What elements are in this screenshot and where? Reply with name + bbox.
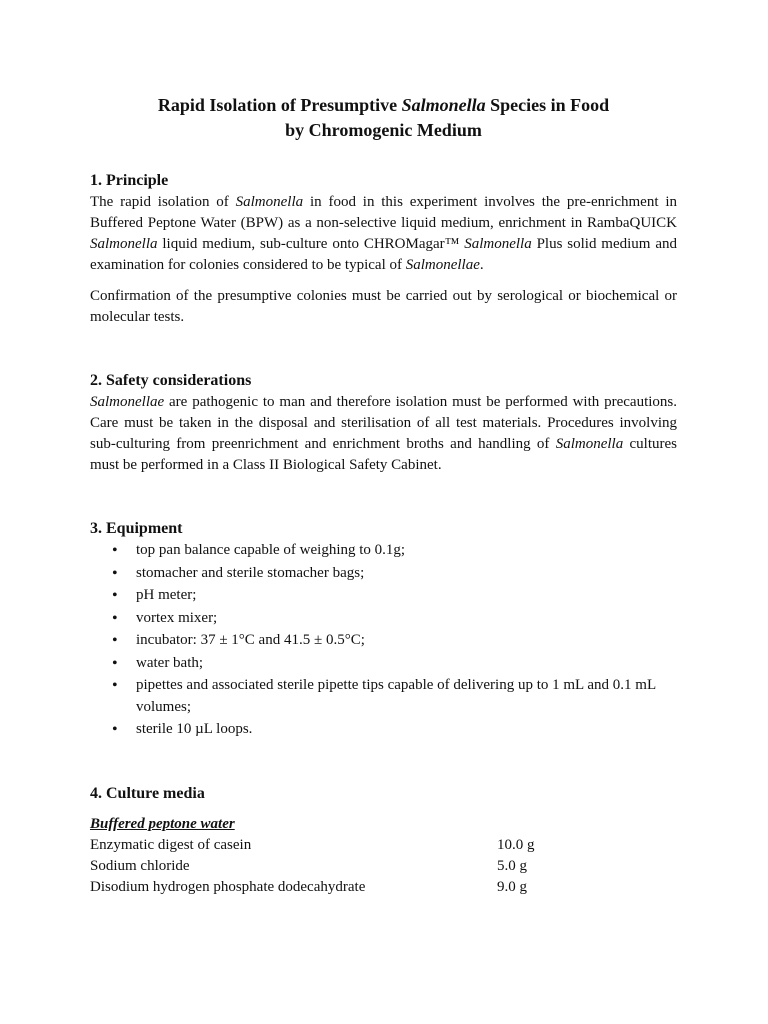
safety-paragraph: Salmonellae are pathogenic to man and therefore isolation must be performed with precautions. Care must be taken in the disposal and sterilisation of all test materials. Procedures involving sub-culturing from preenrichment and enrichment broths and handling of Salmonella cultures must be performed in a Class II Biological Safety Cabinet. <box>90 394 677 473</box>
section-heading-principle: 1. Principle <box>90 172 169 189</box>
list-item: • incubator: 37 ± 1°C and 41.5 ± 0.5°C; <box>90 630 677 652</box>
ingredient-quantity: 9.0 g <box>497 878 527 895</box>
section-culture-media <box>90 783 677 898</box>
section-heading-equipment: 3. Equipment <box>90 520 183 537</box>
list-item: • vortex mixer; <box>90 608 677 630</box>
section-equipment <box>90 518 677 741</box>
ingredient-quantity: 10.0 g <box>497 836 535 853</box>
document-content <box>90 93 677 898</box>
ingredient-name: Sodium chloride <box>90 857 190 874</box>
list-item: • water bath; <box>90 653 677 675</box>
title-line-1: Rapid Isolation of Presumptive Salmonella Species in Food <box>157 95 610 115</box>
table-row <box>90 835 677 856</box>
section-safety <box>90 370 677 476</box>
media-ingredients-table <box>90 835 677 898</box>
section-heading-safety: 2. Safety considerations <box>90 372 252 389</box>
ingredient-name: Disodium hydrogen phosphate dodecahydrate <box>90 878 366 895</box>
list-item: • stomacher and sterile stomacher bags; <box>90 563 677 585</box>
table-row <box>90 877 677 898</box>
list-item: • top pan balance capable of weighing to 0.1g; <box>90 540 677 562</box>
section-principle <box>90 170 677 328</box>
document-title <box>90 93 677 143</box>
table-row <box>90 856 677 877</box>
equipment-list <box>90 540 677 741</box>
ingredient-name: Enzymatic digest of casein <box>90 836 252 853</box>
media-subheading: Buffered peptone water <box>90 815 235 832</box>
principle-paragraph-2: Confirmation of the presumptive colonies must be carried out by serological or biochemical or molecular tests. <box>90 288 677 325</box>
title-line-2: by Chromogenic Medium <box>285 120 482 140</box>
ingredient-quantity: 5.0 g <box>497 857 527 874</box>
list-item: • pipettes and associated sterile pipette tips capable of delivering up to 1 mL and 0.1 mL volumes; <box>90 675 677 718</box>
list-item: • sterile 10 µL loops. <box>90 719 677 741</box>
section-heading-culture-media: 4. Culture media <box>90 784 205 802</box>
list-item: • pH meter; <box>90 585 677 607</box>
principle-paragraph-1: The rapid isolation of Salmonella in food in this experiment involves the pre-enrichment in Buffered Peptone Water (BPW) as a non-selective liquid medium, enrichment in RambaQUICK Salmonella liquid medium, sub-culture onto CHROMagar™ Salmonella Plus solid medium and examination for colonies considered to be typical of Salmonellae. <box>90 194 677 273</box>
